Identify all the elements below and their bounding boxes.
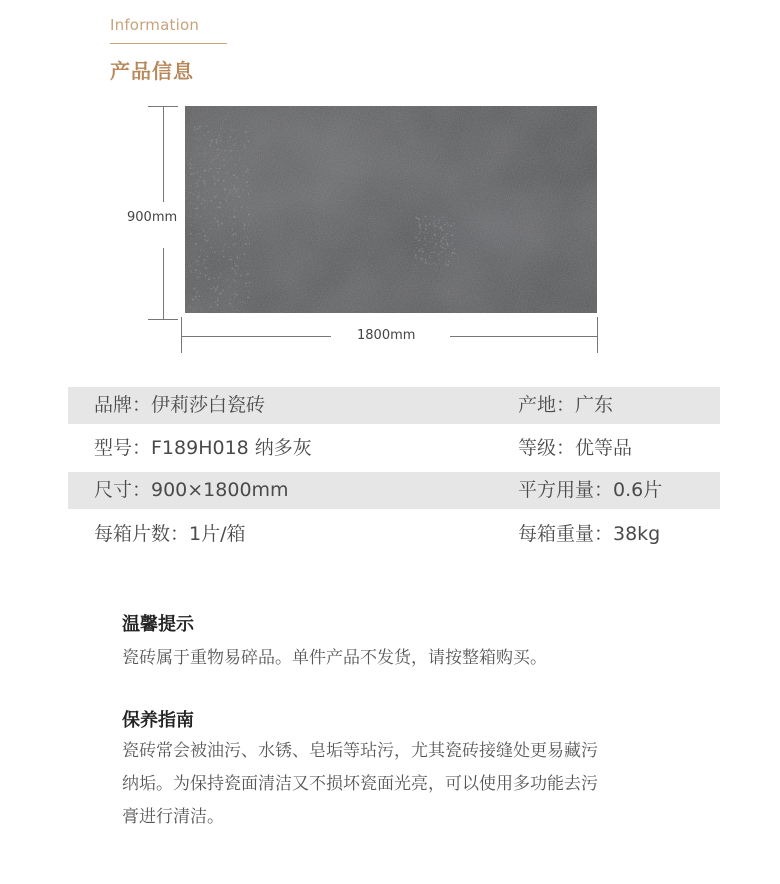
- tips-title: 温馨提示: [122, 614, 194, 635]
- care-line: 瓷砖常会被油污、水锈、皂垢等玷污，尤其瓷砖接缝处更易藏污: [122, 741, 598, 761]
- care-text: [122, 735, 682, 834]
- height-line-upper: [163, 106, 164, 202]
- spec-model: 型号：F189H018 纳多灰: [94, 437, 312, 459]
- tile-texture: [185, 106, 597, 313]
- width-left-tick: [181, 317, 182, 353]
- product-image: [185, 106, 597, 313]
- width-label: 1800mm: [357, 328, 416, 343]
- spec-box-weight: 每箱重量：38kg: [518, 523, 661, 545]
- height-line-lower: [163, 248, 164, 320]
- spec-grade: 等级：优等品: [518, 437, 633, 459]
- spec-row-brand: [68, 387, 720, 424]
- spec-brand: 品牌：伊莉莎白瓷砖: [94, 394, 266, 416]
- spec-origin: 产地：广东: [518, 394, 614, 416]
- tips-text: 瓷砖属于重物易碎品。单件产品不发货，请按整箱购买。: [122, 648, 547, 668]
- section-title: 产品信息: [110, 59, 194, 83]
- spec-row-size: [68, 472, 720, 509]
- care-line: 膏进行清洁。: [122, 807, 224, 827]
- width-right-tick: [597, 317, 598, 353]
- care-line: 纳垢。为保持瓷面清洁又不损坏瓷面光亮，可以使用多功能去污: [122, 774, 598, 794]
- section-title-en: Information: [110, 16, 200, 34]
- title-underline: [110, 43, 227, 44]
- spec-row-box: [68, 516, 720, 553]
- spec-usage: 平方用量：0.6片: [518, 479, 663, 501]
- spec-size: 尺寸：900×1800mm: [94, 479, 289, 501]
- care-title: 保养指南: [122, 710, 194, 731]
- width-line-left: [181, 336, 331, 337]
- spec-row-model: [68, 430, 720, 467]
- height-bottom-tick: [148, 319, 178, 320]
- width-line-right: [450, 336, 597, 337]
- height-label: 900mm: [127, 210, 178, 225]
- spec-pieces-per-box: 每箱片数：1片/箱: [94, 523, 246, 545]
